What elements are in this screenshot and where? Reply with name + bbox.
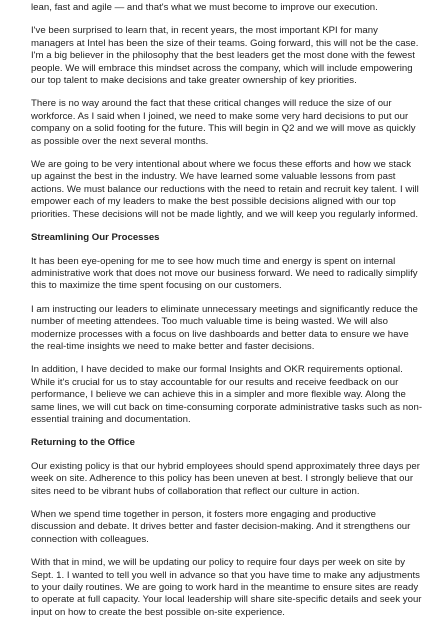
section-heading-return-to-office: Returning to the Office <box>31 437 135 449</box>
paragraph-intro-fragment: lean, fast and agile — and that's what we must become to improve our execution. <box>31 2 378 13</box>
paragraph-intentional-focus: We are going to be very intentional about where we focus these efforts and how we stack up against the best in the industry. We have learned some valuable lessons from past actions. We must balance our reductions with the need to retain and recruit key talent. I will empower each of my leaders to make the best possible decisions aligned with our top priorities. These decisions will not be made lightly, and we will keep you regularly informed. <box>31 159 419 220</box>
paragraph-in-person: When we spend time together in person, it fosters more engaging and productive discussion and debate. It drives better and faster decision-making. And it strengthens our connection with colleagues. <box>31 509 411 545</box>
paragraph-team-size: I've been surprised to learn that, in recent years, the most important KPI for many managers at Intel has been the size of their teams. Going forward, this will not be the case. I'm a big believer in the philosophy that the best leaders get the most done with the fewest people. We will embrace this mindset across the company, which will include empowering our top talent to make decisions and take greater ownership of key priorities. <box>31 25 419 87</box>
paragraph-four-days: With that in mind, we will be updating our policy to require four days per week on site by Sept. 1. I wanted to tell you well in advance so that you have time to make any adjustments to your daily routines. We are going to work hard in the meantime to ensure sites are ready to operate at full capacity. Your local leadership will share site-specific details and seek your input on how to create the best possible on-site experience. <box>31 557 422 618</box>
paragraph-administrative-work: It has been eye-opening for me to see how much time and energy is spent on internal administrative work that does not move our business forward. We need to radically simplify this to maximize the time spent focusing on our customers. <box>31 255 418 292</box>
section-heading-streamlining: Streamlining Our Processes <box>31 232 160 244</box>
paragraph-okr-requirements: In addition, I have decided to make our formal Insights and OKR requirements optional. While it's crucial for us to stay accountable for our results and receive feedback on our performance, I believe we can achieve this in a simpler and more flexible way. Along the same lines, we will cut back on time-consuming corporate administrative tasks such as non-essential training and documentation. <box>31 364 423 425</box>
paragraph-hybrid-policy: Our existing policy is that our hybrid employees should spend approximately three days per week on site. Adherence to this policy has been uneven at best. I strongly believe that our sites need to be vibrant hubs of collaboration that reflect our culture in action. <box>31 460 420 497</box>
document-page <box>31 0 423 619</box>
paragraph-workforce-reduction: There is no way around the fact that these critical changes will reduce the size of our workforce. As I said when I joined, we need to make some very hard decisions to put our company on a solid footing for the future. This will begin in Q2 and we will move as quickly as possible over the next several months. <box>31 98 416 147</box>
paragraph-meetings: I am instructing our leaders to eliminate unnecessary meetings and significantly reduce the number of meeting attendees. Too much valuable time is being wasted. We will also modernize processes with a focus on live dashboards and better data to ensure we have the real-time insights we need to make better and faster decisions. <box>31 303 418 352</box>
